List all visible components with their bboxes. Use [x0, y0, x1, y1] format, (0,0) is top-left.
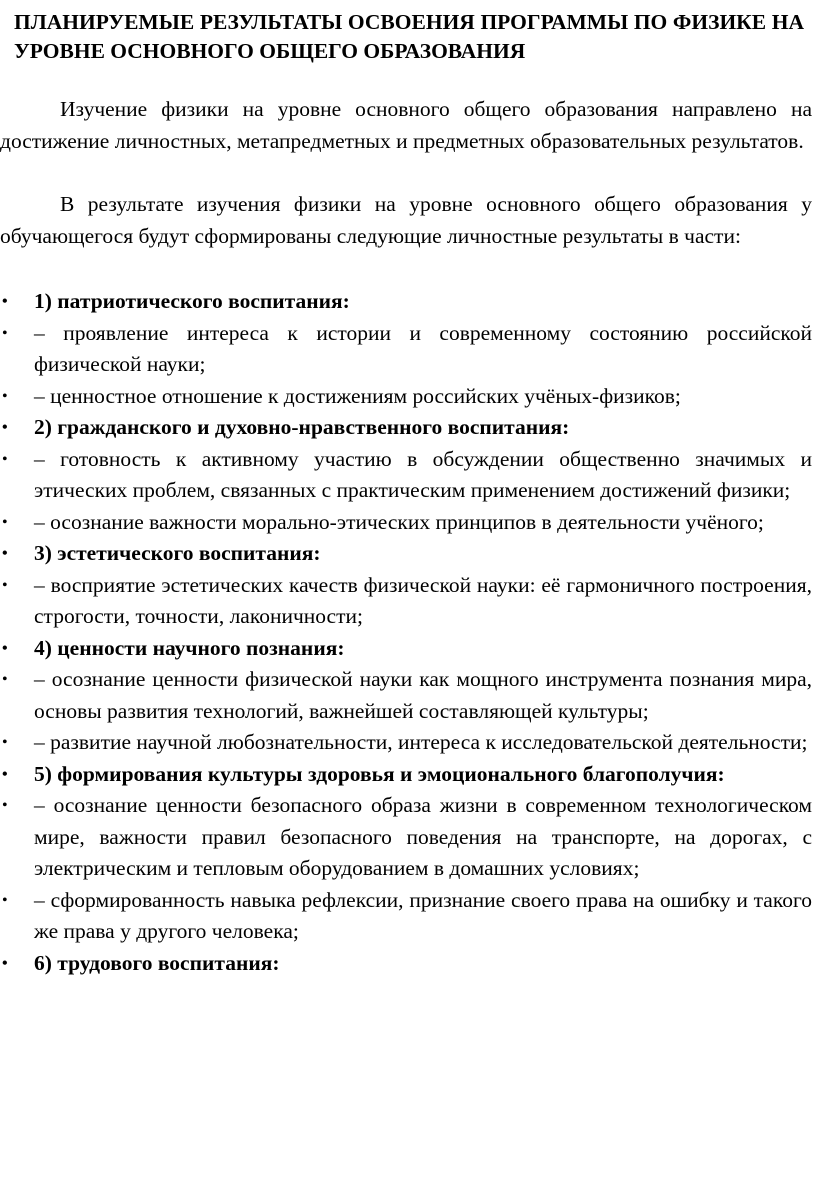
bullet-icon: •	[2, 954, 8, 972]
list-item-text: – восприятие эстетических качеств физической науки: её гармоничного построения, строгости, точности, лаконичности;	[34, 572, 812, 628]
list-item-text: 4) ценности научного познания:	[34, 635, 345, 660]
list-item	[0, 885, 816, 948]
bullet-icon: •	[2, 671, 8, 688]
list-heading-civic	[0, 412, 816, 444]
bullet-icon: •	[2, 734, 8, 751]
list-heading-health	[0, 759, 816, 791]
list-item-text: – готовность к активному участию в обсуждении общественно значимых и этических проблем, связанных с практическим применением достижений физики;	[34, 446, 812, 502]
list-item	[0, 727, 816, 759]
bullet-icon: •	[2, 891, 8, 909]
list-item	[0, 444, 816, 507]
bullet-icon: •	[2, 450, 8, 468]
list-item	[0, 790, 816, 885]
bullet-icon: •	[2, 324, 8, 342]
bullet-icon: •	[2, 576, 8, 594]
intro-paragraph: Изучение физики на уровне основного общего образования направлено на достижение личностных, метапредметных и предметных образовательных результатов.	[0, 97, 812, 153]
list-item-text: 1) патриотического воспитания:	[34, 289, 350, 313]
bullet-icon: •	[2, 419, 8, 436]
list-item-text: 6) трудового воспитания:	[34, 950, 280, 975]
bullet-icon: •	[2, 797, 8, 814]
list-heading-labor	[0, 948, 816, 980]
bullet-icon: •	[2, 765, 8, 783]
list-heading-patriotic	[0, 286, 816, 318]
results-paragraph: В результате изучения физики на уровне основного общего образования у обучающегося будут сформированы следующие личностные результаты в части:	[0, 192, 812, 248]
list-item-text: – осознание ценности безопасного образа жизни в современном технологическом мире, важности правил безопасного поведения на транспорте, на дорогах, с электрическим и тепловым оборудованием в домашних условиях;	[34, 793, 812, 880]
list-item-text: 2) гражданского и духовно-нравственного воспитания:	[34, 415, 570, 439]
list-heading-aesthetic	[0, 538, 816, 570]
list-item	[0, 507, 816, 539]
results-list	[0, 286, 816, 979]
bullet-icon: •	[2, 639, 8, 657]
list-item-text: 3) эстетического воспитания:	[34, 541, 321, 565]
list-item-text: – осознание важности морально-этических принципов в деятельности учёного;	[34, 509, 764, 534]
bullet-icon: •	[2, 545, 8, 562]
bullet-icon: •	[2, 387, 8, 405]
list-item	[0, 570, 816, 633]
list-item-text: – проявление интереса к истории и современному состоянию российской физической науки;	[34, 320, 812, 376]
list-item-text: – развитие научной любознательности, интереса к исследовательской деятельности;	[34, 730, 808, 754]
list-item-text: – сформированность навыка рефлексии, признание своего права на ошибку и такого же права у другого человека;	[34, 887, 812, 943]
document-title: ПЛАНИРУЕМЫЕ РЕЗУЛЬТАТЫ ОСВОЕНИЯ ПРОГРАММЫ ПО ФИЗИКЕ НА УРОВНЕ ОСНОВНОГО ОБЩЕГО ОБРАЗОВАНИЯ	[14, 10, 804, 63]
list-item	[0, 664, 816, 727]
list-heading-scientific	[0, 633, 816, 665]
bullet-icon: •	[2, 513, 8, 531]
list-item-text: 5) формирования культуры здоровья и эмоционального благополучия:	[34, 761, 725, 786]
list-item-text: – ценностное отношение к достижениям российских учёных-физиков;	[34, 383, 681, 408]
list-item	[0, 381, 816, 413]
bullet-icon: •	[2, 293, 8, 310]
list-item-text: – осознание ценности физической науки как мощного инструмента познания мира, основы развития технологий, важнейшей составляющей культуры;	[34, 667, 812, 723]
list-item	[0, 318, 816, 381]
